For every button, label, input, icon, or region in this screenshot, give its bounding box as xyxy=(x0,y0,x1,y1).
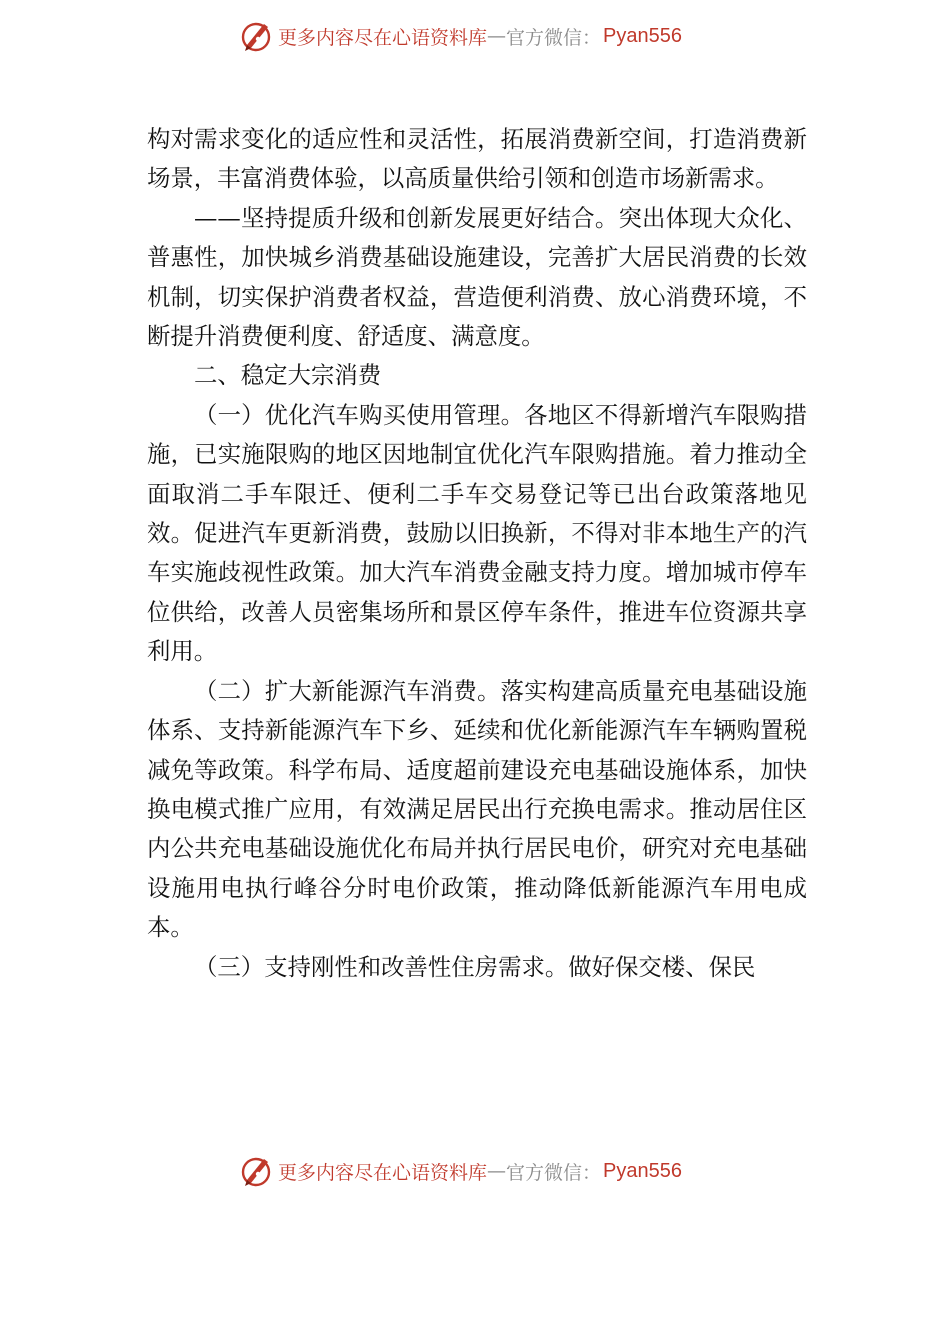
section-heading: 二、稳定大宗消费 xyxy=(194,361,382,390)
paragraph: （三）支持刚性和改善性住房需求。做好保交楼、保民 xyxy=(194,952,756,981)
banner-site-text: 更多内容尽在心语资料库 xyxy=(278,26,488,49)
paragraph: （一）优化汽车购买使用管理。各地区不得新增汽车限购措施，已实施限购的地区因地制宜优化汽车限购措施。着力推动全面取消二手车限迁、便利二手车交易登记等已出台政策落地见效。促进汽车更新消费，鼓励以旧换新，不得对非本地生产的汽车实施歧视性政策。加大汽车消费金融支持力度。增加城市停车位供给，改善人员密集场所和景区停车条件，推进车位资源共享利用。 xyxy=(147,400,807,666)
pen-logo-icon xyxy=(238,18,274,54)
banner-site-text: 更多内容尽在心语资料库 xyxy=(278,1161,488,1184)
banner-wechat-id: Pyan556 xyxy=(603,1159,682,1182)
banner-dash: — xyxy=(487,1160,507,1182)
pen-logo-icon xyxy=(238,1153,274,1189)
document-body xyxy=(147,120,807,987)
paragraph: ——坚持提质升级和创新发展更好结合。突出体现大众化、普惠性，加快城乡消费基础设施建设，完善扩大居民消费的长效机制，切实保护消费者权益，营造便利消费、放心消费环境，不断提升消费便利度、舒适度、满意度。 xyxy=(147,203,807,351)
header-banner xyxy=(238,16,758,56)
banner-wechat-id: Pyan556 xyxy=(603,24,682,47)
paragraph: 构对需求变化的适应性和灵活性，拓展消费新空间，打造消费新场景，丰富消费体验，以高质量供给引领和创造市场新需求。 xyxy=(147,125,807,193)
banner-wechat-label: 官方微信： xyxy=(506,26,602,49)
footer-banner xyxy=(238,1151,758,1191)
banner-dash: — xyxy=(487,25,507,47)
paragraph: （二）扩大新能源汽车消费。落实构建高质量充电基础设施体系、支持新能源汽车下乡、延续和优化新能源汽车车辆购置税减免等政策。科学布局、适度超前建设充电基础设施体系，加快换电模式推广应用，有效满足居民出行充换电需求。推动居住区内公共充电基础设施优化布局并执行居民电价，研究对充电基础设施用电执行峰谷分时电价政策，推动降低新能源汽车用电成本。 xyxy=(147,676,807,942)
banner-wechat-label: 官方微信： xyxy=(506,1161,602,1184)
